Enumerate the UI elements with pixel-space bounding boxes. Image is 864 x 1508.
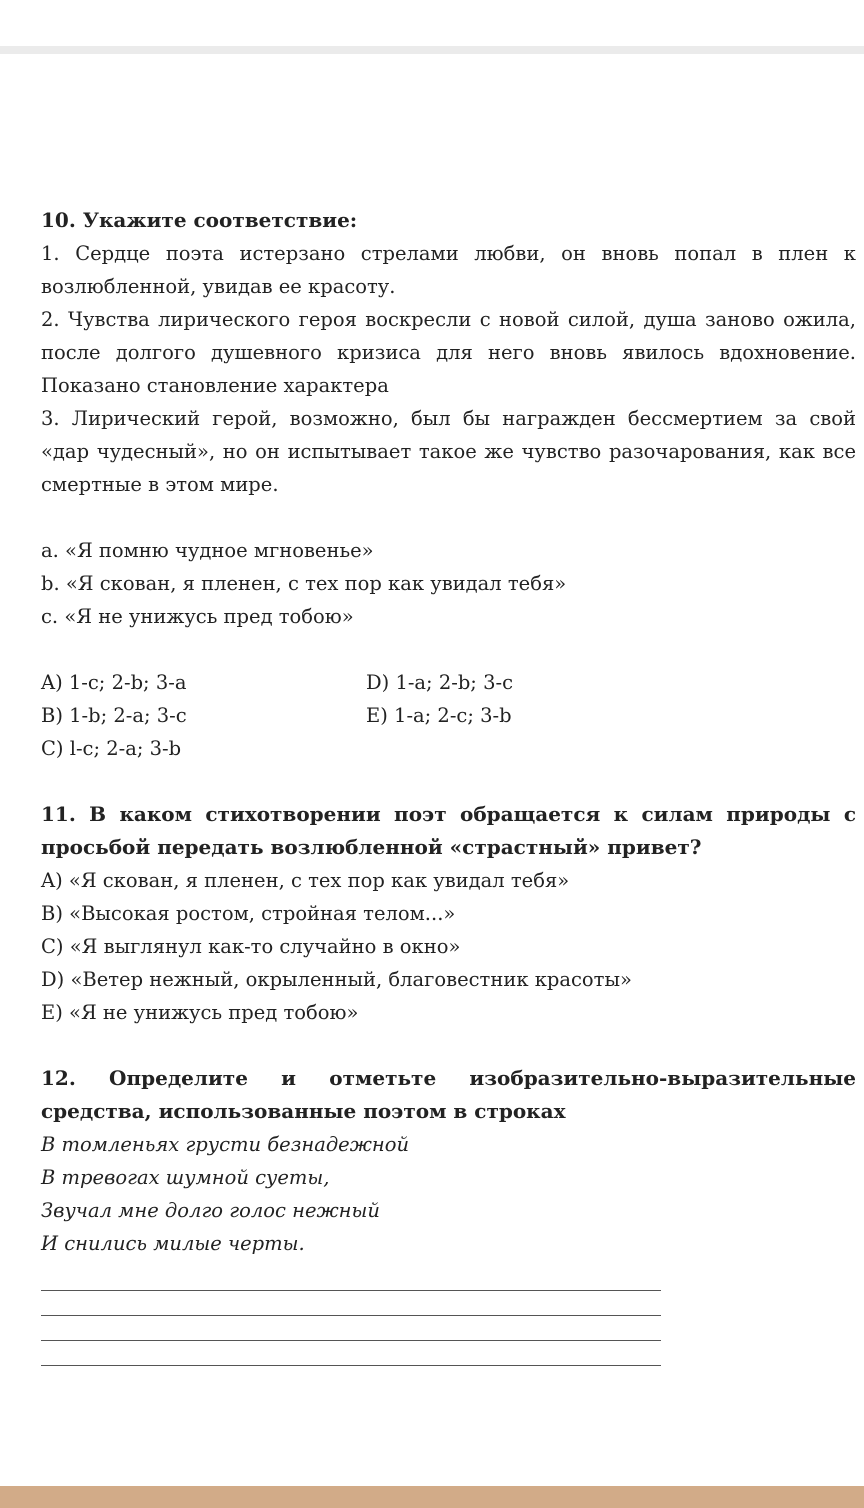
question-11-heading: 11. В каком стихотворении поэт обращается к силам природы с просьбой передать возлюбленной «страстный» привет? [41, 802, 856, 859]
poem-c: c. «Я не унижусь пред тобою» [41, 605, 354, 628]
option-a[interactable]: A) 1-c; 2-b; 3-a [41, 671, 187, 694]
question-12-heading: 12. Определите и отметьте изобразительно-выразительные средства, использованные поэтом в строках [41, 1066, 856, 1123]
option-b[interactable]: B) 1-b; 2-a; 3-c [41, 704, 187, 727]
poem-a: a. «Я помню чудное мгновенье» [41, 539, 374, 562]
q11-option-d[interactable]: D) «Ветер нежный, окрыленный, благовестник красоты» [41, 968, 632, 991]
question-10-heading: 10. Укажите соответствие: [41, 208, 358, 232]
statement-3: 3. Лирический герой, возможно, был бы награжден бессмертием за свой «дар чудесный», но он испытывает такое же чувство разочарования, как все смертные в этом мире. [41, 407, 856, 496]
worksheet [41, 204, 856, 1366]
verse-line-3: Звучал мне долго голос нежный [41, 1199, 380, 1222]
answer-line[interactable] [41, 1365, 661, 1366]
q11-option-e[interactable]: E) «Я не унижусь пред тобою» [41, 1001, 359, 1024]
answer-line[interactable] [41, 1315, 661, 1316]
q11-option-c[interactable]: C) «Я выглянул как-то случайно в окно» [41, 935, 461, 958]
answer-line[interactable] [41, 1340, 661, 1341]
option-e[interactable]: E) 1-a; 2-c; 3-b [366, 704, 512, 727]
answer-line[interactable] [41, 1290, 661, 1291]
option-d[interactable]: D) 1-a; 2-b; 3-c [366, 671, 513, 694]
statement-1: 1. Сердце поэта истерзано стрелами любви, он вновь попал в плен к возлюбленной, увидав ее красоту. [41, 242, 856, 298]
top-margin [0, 0, 864, 46]
verse-line-2: В тревогах шумной суеты, [41, 1166, 330, 1189]
question-12 [41, 1062, 856, 1366]
verse-line-1: В томленьях грусти безнадежной [41, 1133, 410, 1156]
poem-b: b. «Я скован, я пленен, с тех пор как увидал тебя» [41, 572, 567, 595]
top-divider [0, 46, 864, 54]
statement-2: 2. Чувства лирического героя воскресли с новой силой, душа заново ожила, после долгого душевного кризиса для него вновь явилось вдохновение. Показано становление характера [41, 308, 856, 397]
bottom-band [0, 1486, 864, 1508]
question-10 [41, 204, 856, 765]
answer-options [41, 666, 856, 765]
verse-line-4: И снились милые черты. [41, 1232, 305, 1255]
answer-lines [41, 1290, 856, 1366]
option-c[interactable]: C) l-c; 2-a; 3-b [41, 737, 182, 760]
q11-option-a[interactable]: A) «Я скован, я пленен, с тех пор как увидал тебя» [41, 869, 570, 892]
q11-option-b[interactable]: B) «Высокая ростом, стройная телом...» [41, 902, 456, 925]
question-11 [41, 798, 856, 1029]
